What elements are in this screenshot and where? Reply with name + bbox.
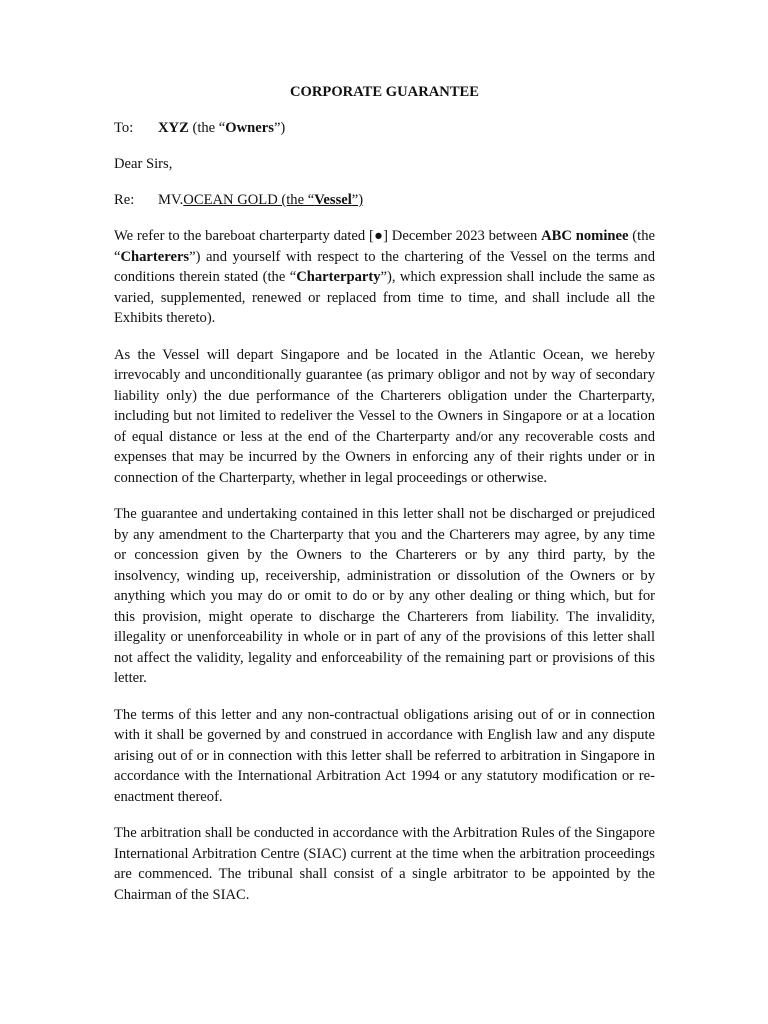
paragraph-arbitration: The arbitration shall be conducted in accordance with the Arbitration Rules of the Singapore International Arbitration Centre (SIAC) current at the time when the arbitration proceedings are commenced. The tribunal shall consist of a single arbitrator to be appointed by the Chairman of the SIAC. bbox=[114, 825, 655, 903]
vessel-post: ”) bbox=[351, 192, 364, 208]
re-line bbox=[114, 190, 655, 210]
charterparty-defined-term: Charterparty bbox=[296, 269, 381, 285]
owner-name: XYZ bbox=[158, 120, 189, 136]
paragraph-governing-law: The terms of this letter and any non-contractual obligations arising out of or in connection with it shall be governed by and construed in accordance with English law and any dispute arising out of or in connection with this letter shall be referred to arbitration in Singapore in accordance with the International Arbitration Act 1994 or any statutory modification or re-enactment thereof. bbox=[114, 706, 655, 805]
charterers-defined-term: Charterers bbox=[120, 248, 190, 265]
to-label: To: bbox=[114, 120, 134, 136]
para1-text-3: ”) and yourself with respect to the chartering of the Vessel on the terms and conditions therein stated (the “ bbox=[114, 248, 655, 285]
to-pre: (the “ bbox=[188, 120, 226, 136]
owners-defined-term: Owners bbox=[225, 120, 274, 136]
re-label: Re: bbox=[114, 192, 135, 208]
document-page bbox=[114, 82, 655, 905]
para1-text-1: We refer to the bareboat charterparty dated [●] December 2023 between bbox=[114, 228, 542, 244]
paragraph-guarantee: As the Vessel will depart Singapore and be located in the Atlantic Ocean, we hereby irrevocably and unconditionally guarantee (as primary obligor and not by way of secondary liability only) the due performance of the Charterers obligation under the Charterparty, including but not limited to redeliver the Vessel to the Owners in Singapore or at a location of equal distance or less at the end of the Charterparty and/or any recoverable costs and expenses that may be incurred by the Owners in enforcing any of their rights under or in connection of the Charterparty, whether in legal proceedings or otherwise. bbox=[114, 346, 655, 486]
paragraph-charterparty-reference bbox=[114, 226, 655, 329]
to-post: ”) bbox=[273, 120, 286, 136]
vessel-reference bbox=[183, 192, 363, 208]
vessel-prefix: MV. bbox=[158, 192, 184, 208]
para1-text-4: ”), which expression shall include the same as varied, supplemented, renewed or replaced from time to time, and shall include all the Exhibits thereto). bbox=[114, 269, 656, 326]
to-line bbox=[114, 118, 655, 138]
paragraph-undertaking: The guarantee and undertaking contained in this letter shall not be discharged or prejudiced by any amendment to the Charterparty that you and the Charterers may agree, by any time or concession given by the Owners to the Charterers or by any third party, by the insolvency, winding up, receivership, administration or dissolution of the Owners or by anything which you may do or omit to do or by any other dealing or thing which, but for this provision, might operate to discharge the Charterers from liability. The invalidity, illegality or unenforceability in whole or in part of any of the provisions of this letter shall not affect the validity, legality and enforceability of the remaining part or provisions of this letter. bbox=[114, 506, 655, 686]
para1-text-2: (the “ bbox=[114, 228, 655, 265]
salutation: Dear Sirs, bbox=[114, 156, 173, 172]
vessel-name: OCEAN GOLD (the “ bbox=[183, 192, 315, 208]
charterer-name: ABC nominee bbox=[541, 228, 629, 244]
document-title: CORPORATE GUARANTEE bbox=[289, 84, 480, 100]
vessel-defined-term: Vessel bbox=[314, 192, 352, 208]
